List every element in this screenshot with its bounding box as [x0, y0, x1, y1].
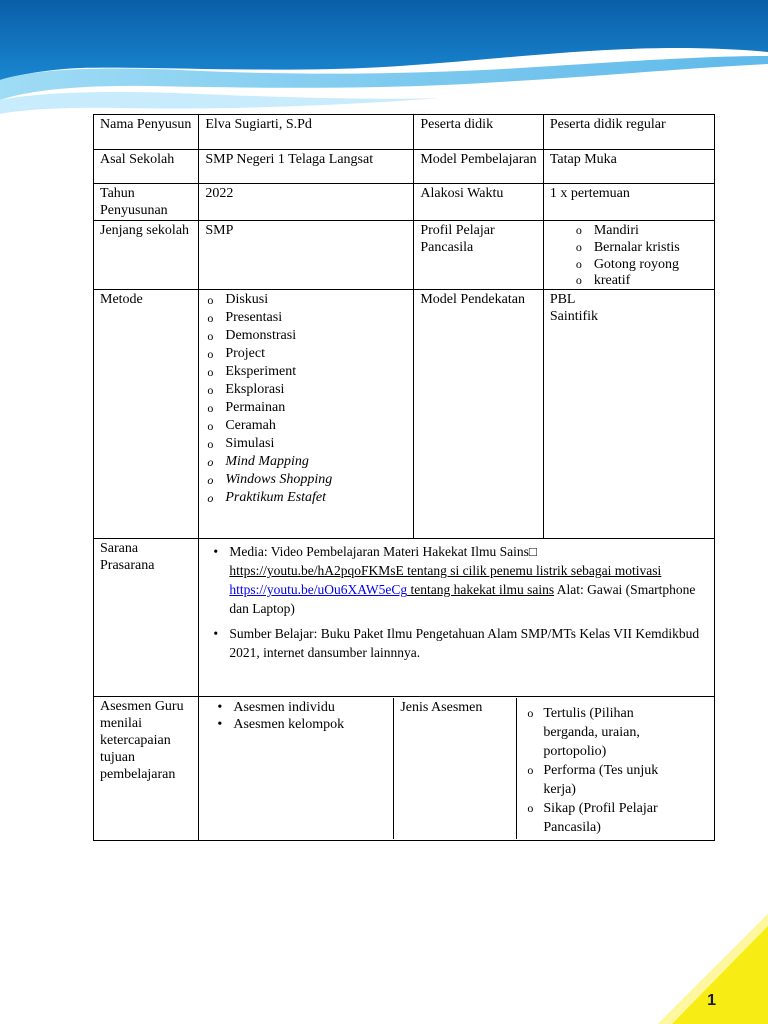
jenis-asesmen-list: [525, 704, 702, 837]
value-tahun-penyusunan: 2022: [199, 184, 414, 221]
table-row-tahun: [94, 184, 715, 221]
list-item: o Mind Mapping: [205, 453, 407, 471]
value-peserta-didik: Peserta didik regular: [543, 115, 714, 150]
list-item: o Praktikum Estafet: [205, 489, 407, 507]
value-asal-sekolah: SMP Negeri 1 Telaga Langsat: [199, 150, 414, 184]
label-asesmen-guru: Asesmen Guru menilai ketercapaian tujuan pembelajaran: [94, 697, 199, 841]
list-item: o Permainan: [205, 399, 407, 417]
asesmen-content: [199, 697, 715, 841]
value-model-pendekatan: [543, 290, 714, 539]
list-item: o Bernalar kristis: [574, 239, 708, 256]
list-item: • Asesmen kelompok: [209, 716, 389, 733]
label-asal-sekolah: Asal Sekolah: [94, 150, 199, 184]
asesmen-inner-grid: [205, 698, 708, 839]
asesmen-types-list: [209, 699, 389, 733]
label-model-pendekatan: Model Pendekatan: [414, 290, 543, 539]
label-nama-penyusun: Nama Penyusun: [94, 115, 199, 150]
list-item: o Demonstrasi: [205, 327, 407, 345]
list-item: o Presentasi: [205, 309, 407, 327]
sarana-list: [205, 542, 708, 662]
list-item-media: [205, 542, 708, 618]
list-item: o Ceramah: [205, 417, 407, 435]
value-alokasi-waktu: 1 x pertemuan: [543, 184, 714, 221]
jenis-asesmen-label-cell: [394, 698, 517, 839]
list-item: o Mandiri: [574, 222, 708, 239]
list-item: o Gotong royong: [574, 256, 708, 273]
label-jenjang-sekolah: Jenjang sekolah: [94, 221, 199, 290]
table-row-sarana: [94, 539, 715, 697]
list-item: o Performa (Tes unjuk kerja): [525, 761, 673, 799]
list-item: o Eksperiment: [205, 363, 407, 381]
table-row-asal: [94, 150, 715, 184]
table-row-metode: [94, 290, 715, 539]
asesmen-types-cell: [205, 698, 394, 839]
link-video-hakekat-desc: tentang hakekat ilmu sains: [407, 582, 555, 597]
label-peserta-didik: Peserta didik: [414, 115, 543, 150]
metode-list-cell: [199, 290, 414, 539]
value-model-pembelajaran: Tatap Muka: [543, 150, 714, 184]
list-item: • Asesmen individu: [209, 699, 389, 716]
list-item-sumber: • Sumber Belajar: Buku Paket Ilmu Pengetahuan Alam SMP/MTs Kelas VII Kemdikbud 2021, internet dansumber lainnnya.: [205, 624, 708, 662]
pendekatan-saintifik: Saintifik: [549, 309, 599, 324]
label-sarana-prasarana: Sarana Prasarana: [94, 539, 199, 697]
header-wave-banner: [0, 0, 768, 120]
lesson-info-table: [93, 114, 715, 841]
value-jenjang-sekolah: SMP: [199, 221, 414, 290]
link-video-listrik[interactable]: https://youtu.be/hA2pqoFKMsE tentang si cilik penemu listrik sebagai motivasi: [229, 563, 662, 578]
page-number: 1: [707, 992, 716, 1009]
list-item: o Eksplorasi: [205, 381, 407, 399]
table-row-jenjang: [94, 221, 715, 290]
jenis-asesmen-list-cell: [517, 698, 708, 839]
list-item: o kreatif: [574, 273, 708, 288]
sarana-content: [199, 539, 715, 697]
list-item: o Tertulis (Pilihan berganda, uraian, portopolio): [525, 704, 673, 761]
list-item: o Project: [205, 345, 407, 363]
label-profil-pelajar: Profil Pelajar Pancasila: [414, 221, 543, 290]
link-video-hakekat[interactable]: https://youtu.be/uOu6XAW5eCg: [229, 582, 408, 597]
label-tahun-penyusunan: Tahun Penyusunan: [94, 184, 199, 221]
label-model-pembelajaran: Model Pembelajaran: [414, 150, 543, 184]
pendekatan-pbl: PBL: [549, 292, 576, 307]
table-row-nama: [94, 115, 715, 150]
table-row-asesmen: [94, 697, 715, 841]
list-item: o Simulasi: [205, 435, 407, 453]
list-item: o Windows Shopping: [205, 471, 407, 489]
list-item: o Sikap (Profil Pelajar Pancasila): [525, 799, 683, 837]
profil-list-cell: [543, 221, 714, 290]
label-jenis-asesmen: Jenis Asesmen: [400, 700, 483, 715]
label-alokasi-waktu: Alakosi Waktu: [414, 184, 543, 221]
label-metode: Metode: [94, 290, 199, 539]
metode-list: [205, 291, 407, 507]
profil-list: [574, 222, 708, 288]
list-item: o Diskusi: [205, 291, 407, 309]
media-text: Media: Video Pembelajaran Materi Hakekat Ilmu Sains□: [229, 544, 538, 559]
alat-text: Alat: Gawai (Smartphone dan Laptop): [229, 582, 696, 616]
value-nama-penyusun: Elva Sugiarti, S.Pd: [199, 115, 414, 150]
